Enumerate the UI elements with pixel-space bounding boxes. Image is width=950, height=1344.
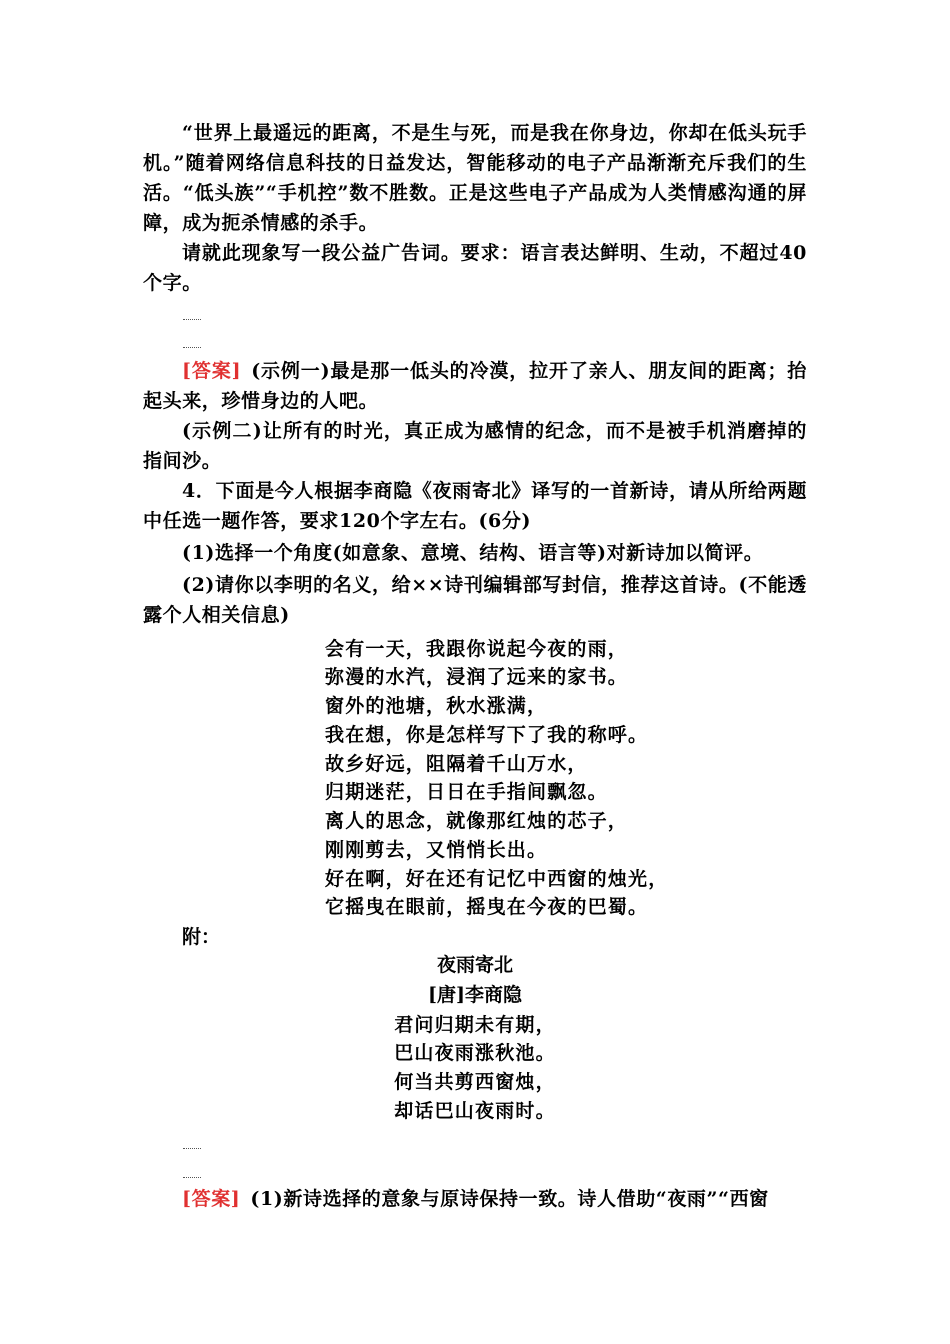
passage-paragraph-2: 请就此现象写一段公益广告词。要求：语言表达鲜明、生动，不超过40个字。 — [143, 242, 807, 294]
poem-line: 归期迷茫，日日在手指间飘忽。 — [325, 781, 608, 803]
poem-line: 我在想，你是怎样写下了我的称呼。 — [325, 724, 649, 746]
poem-line: 它摇曳在眼前，摇曳在今夜的巴蜀。 — [325, 896, 649, 918]
appendix-label: 附： — [182, 926, 221, 948]
poem-line: 弥漫的水汽，浸润了远来的家书。 — [325, 666, 629, 688]
answer-blank-line — [183, 347, 201, 348]
question-4-intro: 4．下面是今人根据李商隐《夜雨寄北》译写的一首新诗，请从所给两题中任选一题作答，要求120个字左右。(6分) — [143, 480, 807, 532]
poem-line: 窗外的池塘，秋水涨满， — [325, 695, 548, 717]
appendix-poem-line: 却话巴山夜雨时。 — [394, 1100, 556, 1122]
poem-line: 好在啊，好在还有记忆中西窗的烛光， — [325, 868, 669, 890]
answer-1-example-2: (示例二)让所有的时光，真正成为感情的纪念，而不是被手机消磨掉的指间沙。 — [143, 420, 807, 472]
appendix-poem-line: 何当共剪西窗烛， — [394, 1071, 556, 1093]
poem-line: 离人的思念，就像那红烛的芯子， — [325, 810, 629, 832]
appendix-poem-line: 君问归期未有期， — [394, 1014, 556, 1036]
answer-1-example-1 — [143, 356, 807, 416]
appendix-poem-author: [唐]李商隐 — [428, 984, 522, 1006]
answer-blank-line — [183, 1177, 201, 1178]
answer-2-text: (1)新诗选择的意象与原诗保持一致。诗人借助“夜雨”“西窗 — [250, 1188, 769, 1210]
question-4-option-1: (1)选择一个角度(如意象、意境、结构、语言等)对新诗加以简评。 — [182, 542, 764, 564]
answer-blank-line — [183, 319, 201, 320]
poem-line: 刚刚剪去，又悄悄长出。 — [325, 839, 548, 861]
question-4-option-2: (2)请你以李明的名义，给××诗刊编辑部写封信，推荐这首诗。(不能透露个人相关信息) — [143, 574, 807, 626]
answer-1-example-1-text: (示例一)最是那一低头的冷漠，拉开了亲人、朋友间的距离；抬起头来，珍惜身边的人吧。 — [143, 360, 807, 412]
answer-tag: [答案] — [182, 1188, 241, 1210]
appendix-poem-line: 巴山夜雨涨秋池。 — [394, 1042, 556, 1064]
passage-paragraph-1: “世界上最遥远的距离，不是生与死，而是我在你身边，你却在低头玩手机。”随着网络信息科技的日益发达，智能移动的电子产品渐渐充斥我们的生活。“低头族”“手机控”数不胜数。正是这些电子产品成为人类情感沟通的屏障，成为扼杀情感的杀手。 — [143, 122, 807, 234]
answer-2 — [143, 1184, 807, 1214]
poem-line: 故乡好远，阻隔着千山万水， — [325, 753, 588, 775]
answer-tag: [答案] — [182, 360, 242, 382]
poem-line: 会有一天，我跟你说起今夜的雨， — [325, 638, 629, 660]
answer-blank-line — [183, 1148, 201, 1149]
appendix-poem-title: 夜雨寄北 — [436, 954, 513, 976]
